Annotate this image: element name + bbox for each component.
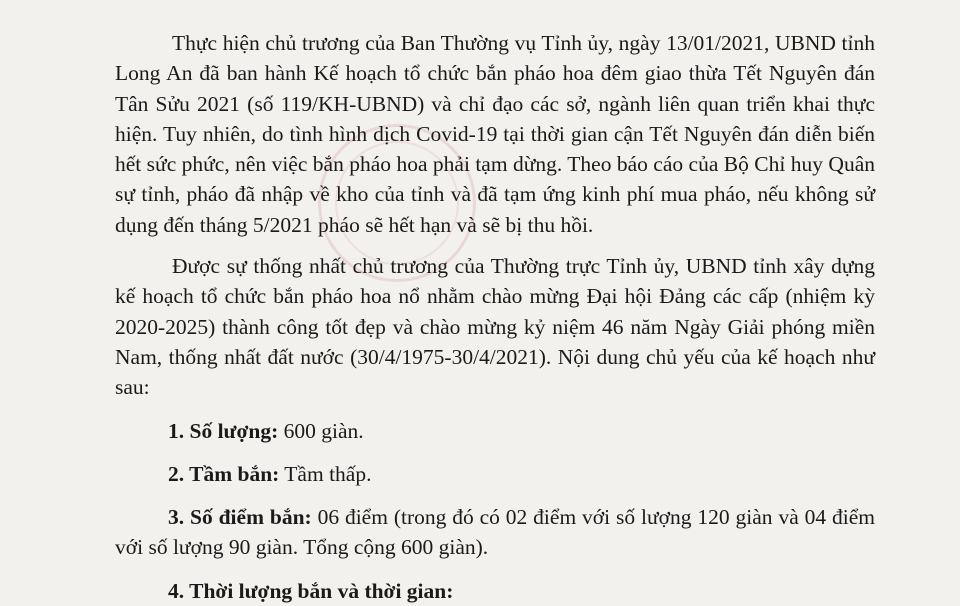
list-item-duration bbox=[115, 576, 875, 606]
item-text: 600 giàn. bbox=[278, 418, 364, 443]
paragraph-context: Thực hiện chủ trương của Ban Thường vụ Tỉnh ủy, ngày 13/01/2021, UBND tỉnh Long An đã ban hành Kế hoạch tổ chức bắn pháo hoa đêm giao thừa Tết Nguyên đán Tân Sửu 2021 (số 119/KH-UBND) và chỉ đạo các sở, ngành liên quan triển khai thực hiện. Tuy nhiên, do tình hình dịch Covid-19 tại thời gian cận Tết Nguyên đán diễn biến hết sức phức, nên việc bắn pháo hoa phải tạm dừng. Theo báo cáo của Bộ Chỉ huy Quân sự tỉnh, pháo đã nhập về kho của tỉnh và đã tạm ứng kinh phí mua pháo, nếu không sử dụng đến tháng 5/2021 pháo sẽ hết hạn và sẽ bị thu hồi. bbox=[115, 31, 875, 237]
item-label: 1. Số lượng: bbox=[168, 418, 279, 443]
item-text: Tầm thấp. bbox=[279, 461, 372, 486]
item-text: 06 điểm (trong đó có 02 điểm với số lượng 120 giàn và 04 điểm với số lượng 90 giàn. Tổng cộng 600 giàn). bbox=[115, 505, 875, 560]
document-body bbox=[115, 28, 875, 606]
paragraph-plan-intro: Được sự thống nhất chủ trương của Thường trực Tỉnh ủy, UBND tỉnh xây dựng kế hoạch tổ chức bắn pháo hoa nổ nhằm chào mừng Đại hội Đảng các cấp (nhiệm kỳ 2020-2025) thành công tốt đẹp và chào mừng kỷ niệm 46 năm Ngày Giải phóng miền Nam, thống nhất đất nước (30/4/1975-30/4/2021). Nội dung chủ yếu của kế hoạch như sau: bbox=[115, 254, 875, 400]
item-label: 2. Tầm bắn: bbox=[168, 461, 280, 486]
list-item-quantity bbox=[115, 416, 875, 446]
list-item-range bbox=[115, 459, 875, 489]
item-label: 4. Thời lượng bắn và thời gian: bbox=[168, 578, 454, 603]
item-label: 3. Số điểm bắn: bbox=[168, 505, 312, 530]
list-item-sites bbox=[115, 502, 875, 563]
